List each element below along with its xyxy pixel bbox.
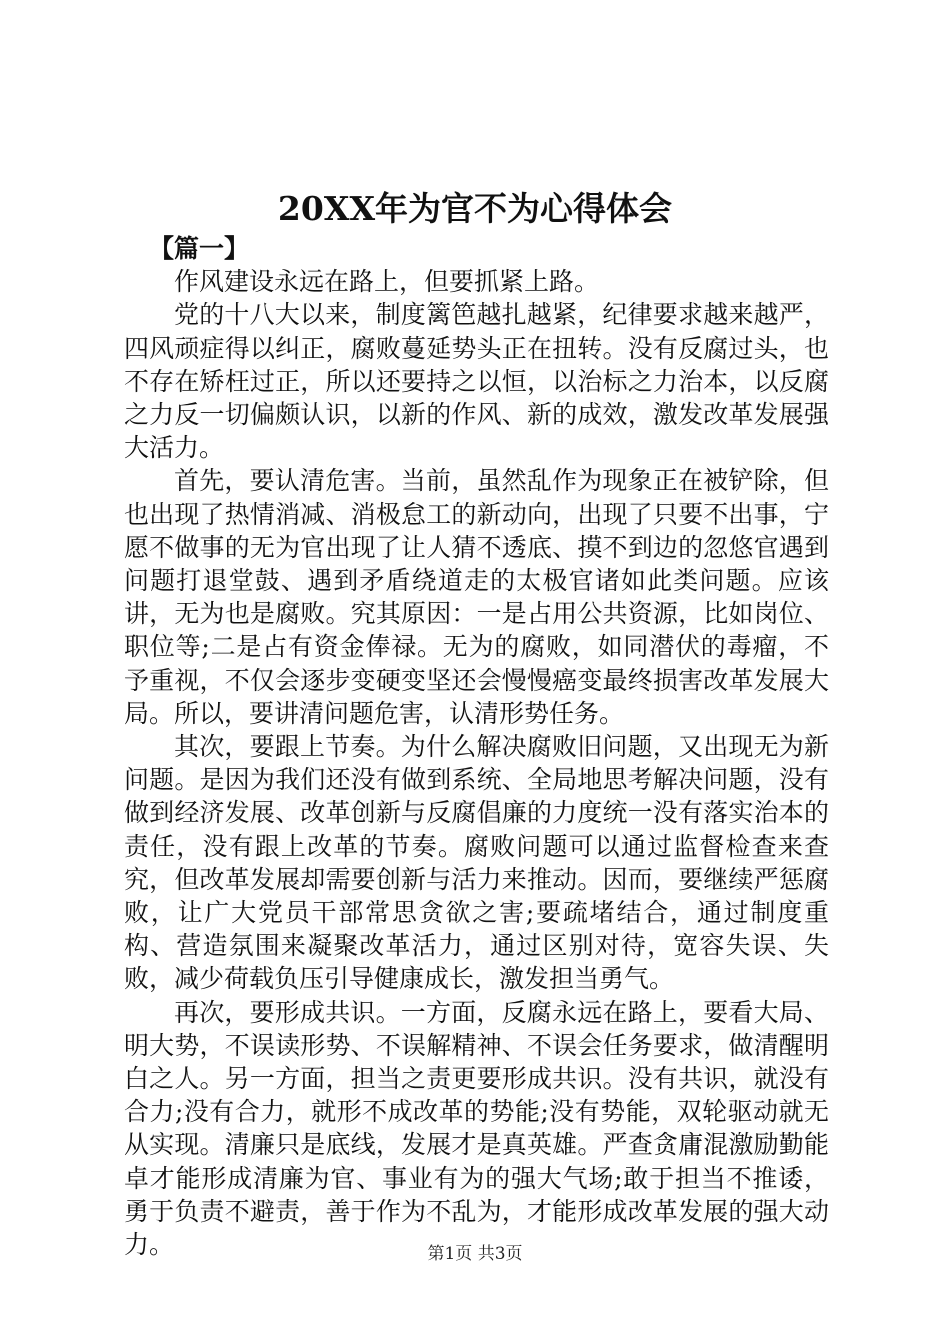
paragraph-2: 党的十八大以来，制度篱笆越扎越紧，纪律要求越来越严，四风顽症得以纠正，腐败蔓延势头正在扭转。没有反腐过头，也不存在矫枉过正，所以还要持之以恒，以治标之力治本，以反腐之力反一切偏颇认识，以新的作风、新的成效，激发改革发展强大活力。 <box>124 300 829 463</box>
paragraph-3: 首先，要认清危害。当前，虽然乱作为现象正在被铲除，但也出现了热情消减、消极怠工的新动向，出现了只要不出事，宁愿不做事的无为官出现了让人猜不透底、摸不到边的忽悠官遇到问题打退堂鼓、遇到矛盾绕道走的太极官诸如此类问题。应该讲，无为也是腐败。究其原因：一是占用公共资源，比如岗位、职位等;二是占有资金俸禄。无为的腐败，如同潜伏的毒瘤，不予重视，不仅会逐步变硬变坚还会慢慢癌变最终损害改革发展大局。所以，要讲清问题危害，认清形势任务。 <box>124 466 829 728</box>
paragraph-5: 再次，要形成共识。一方面，反腐永远在路上，要看大局、明大势，不误读形势、不误解精神、不误会任务要求，做清醒明白之人。另一方面，担当之责更要形成共识。没有共识，就没有合力;没有合力，就形不成改革的势能;没有势能，双轮驱动就无从实现。清廉只是底线，发展才是真英雄。严查贪庸混激励勤能卓才能形成清廉为官、事业有为的强大气场;敢于担当不推诿，勇于负责不避责，善于作为不乱为，才能形成改革发展的强大动力。 <box>124 997 829 1260</box>
paragraph-1: 作风建设永远在路上，但要抓紧上路。 <box>174 267 600 297</box>
page-footer: 第1页 共3页 <box>427 1244 523 1264</box>
document-body <box>124 232 829 1261</box>
document-title: 20XX年为官不为心得体会 <box>277 189 673 228</box>
section-label: 【篇一】 <box>149 234 250 263</box>
paragraph-4: 其次，要跟上节奏。为什么解决腐败旧问题，又出现无为新问题。是因为我们还没有做到系统、全局地思考解决问题，没有做到经济发展、改革创新与反腐倡廉的力度统一没有落实治本的责任，没有跟上改革的节奏。腐败问题可以通过监督检查来查究，但改革发展却需要创新与活力来推动。因而，要继续严惩腐败，让广大党员干部常思贪欲之害;要疏堵结合，通过制度重构、营造氛围来凝聚改革活力，通过区别对待，宽容失误、失败，减少荷载负压引导健康成长，激发担当勇气。 <box>124 732 829 994</box>
